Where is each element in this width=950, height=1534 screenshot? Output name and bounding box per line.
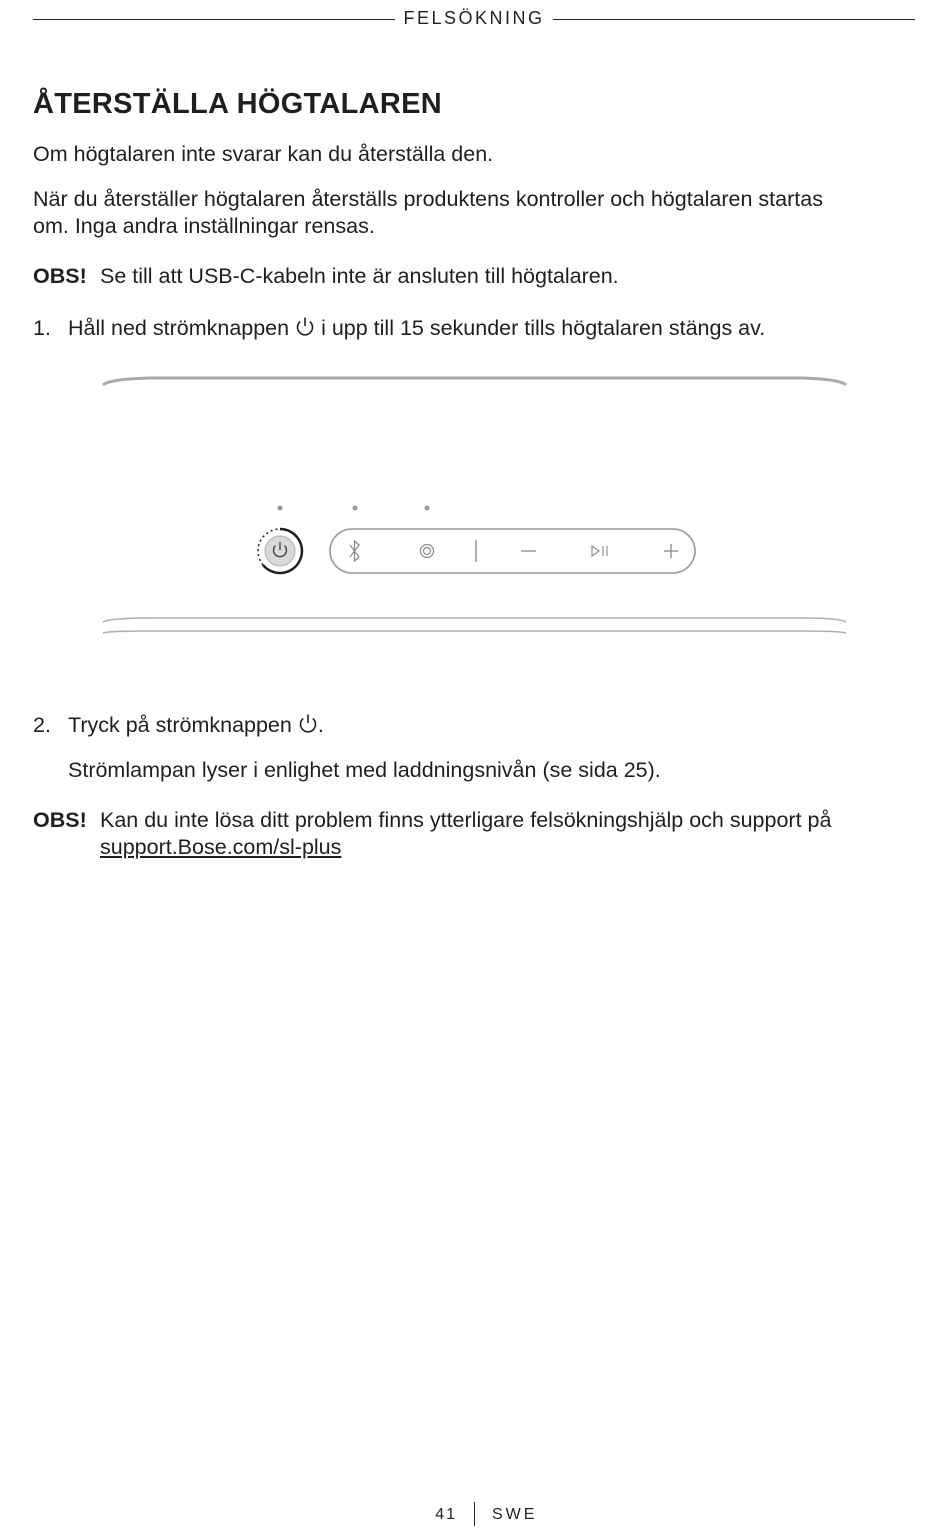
page-footer <box>0 1500 950 1530</box>
speaker-top-illustration <box>100 370 850 645</box>
indicator-light-3 <box>425 506 430 511</box>
power-icon <box>298 713 318 735</box>
header-rule-right <box>553 19 915 20</box>
description-line-1: När du återställer högtalaren återställs produktens kontroller och högtalaren startas <box>33 187 823 211</box>
support-link[interactable]: support.Bose.com/sl-plus <box>100 835 342 859</box>
indicator-light-2 <box>353 506 358 511</box>
control-bar <box>330 529 695 573</box>
step-2-followup: Strömlampan lyser i enlighet med laddningsnivån (se sida 25). <box>68 758 661 782</box>
power-icon <box>295 316 315 338</box>
description-line-2: om. Inga andra inställningar rensas. <box>33 214 375 238</box>
note-text <box>100 807 913 861</box>
step-text-before: Tryck på strömknappen <box>68 713 292 737</box>
step-text-after: i upp till 15 sekunder tills högtalaren stängs av. <box>321 316 766 340</box>
page-title: ÅTERSTÄLLA HÖGTALAREN <box>33 88 443 120</box>
section-label: FELSÖKNING <box>403 8 545 28</box>
speaker-top-edge <box>103 378 846 385</box>
power-button[interactable] <box>258 529 302 573</box>
intro-text: Om högtalaren inte svarar kan du återställa den. <box>33 142 494 166</box>
step-text-after: . <box>317 713 324 737</box>
note-tag: OBS! <box>33 264 87 288</box>
indicator-light-1 <box>278 506 283 511</box>
footer-divider <box>474 1502 475 1526</box>
page-number: 41 <box>435 1506 457 1523</box>
speaker-front-edge-2 <box>103 631 846 633</box>
step-number: 2. <box>33 713 51 737</box>
note-tag: OBS! <box>33 808 87 832</box>
speaker-front-edge-1 <box>103 618 846 622</box>
language-code: SWE <box>492 1506 538 1523</box>
step-text <box>68 712 913 739</box>
step-text-before: Håll ned strömknappen <box>68 316 290 340</box>
page-header <box>33 8 915 32</box>
note-support-text: Kan du inte lösa ditt problem finns ytterligare felsökningshjälp och support på <box>100 808 832 832</box>
step-text <box>68 315 913 342</box>
step-number: 1. <box>33 316 51 340</box>
note-text: Se till att USB-C-kabeln inte är ansluten till högtalaren. <box>100 264 619 288</box>
